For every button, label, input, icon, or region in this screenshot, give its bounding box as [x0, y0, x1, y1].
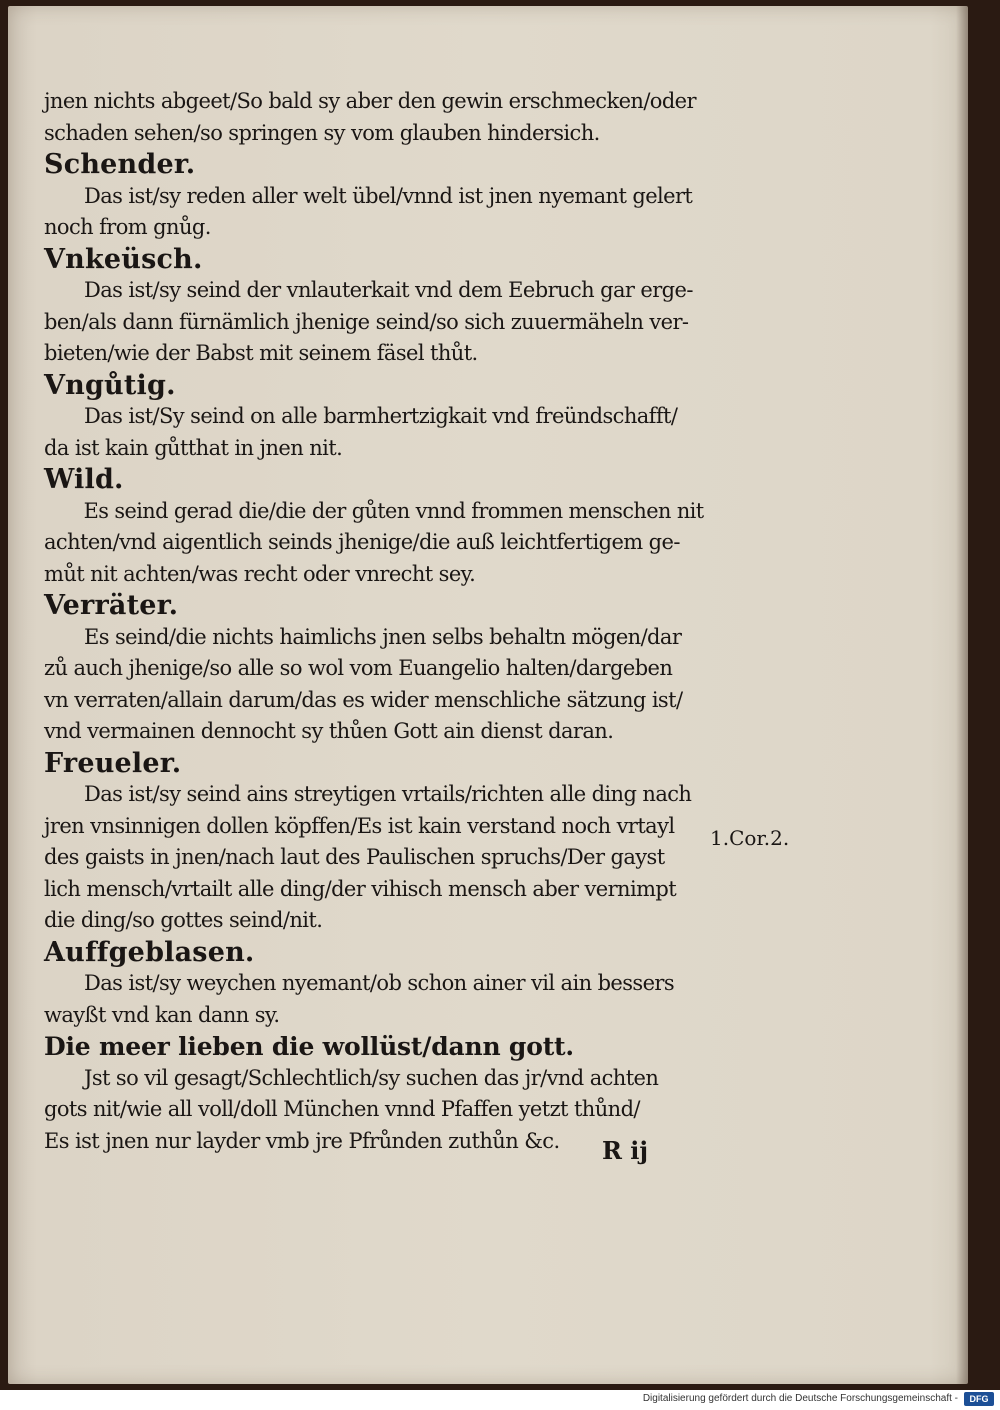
- text-line: bieten/wie der Babst mit seinem fäsel thůt.: [44, 341, 478, 365]
- page-text-block: [44, 86, 704, 1157]
- text-line: vn verraten/allain darum/das es wider menschliche sätzung ist/: [44, 687, 683, 712]
- text-line: des gaists in jnen/nach laut des Paulischen spruchs/Der gayst: [44, 845, 665, 869]
- text-line: Das ist/sy weychen nyemant/ob schon ainer vil ain bessers: [84, 971, 675, 995]
- text-line: vnd vermainen dennocht sy thůen Gott ain dienst daran.: [44, 719, 614, 743]
- text-line: Das ist/sy reden aller welt übel/vnnd ist jnen nyemant gelert: [84, 183, 693, 208]
- text-line: Es ist jnen nur layder vmb jre Pfrůnden zuthůn &c.: [44, 1128, 560, 1153]
- section-heading: Freueler.: [44, 747, 182, 779]
- text-line: jren vnsinnigen dollen köpffen/Es ist kain verstand noch vrtayl: [44, 813, 675, 838]
- dfg-logo-icon: DFG: [964, 1392, 994, 1406]
- page-edge-shadow: [956, 6, 968, 1384]
- text-line: noch from gnůg.: [44, 215, 211, 239]
- text-line: Es seind gerad die/die der gůten vnnd frommen menschen nit: [83, 498, 704, 523]
- text-line: Es seind/die nichts haimlichs jnen selbs behaltn mögen/dar: [84, 624, 682, 649]
- text-line: zů auch jhenige/so alle so wol vom Euangelio halten/dargeben: [44, 656, 673, 680]
- text-line: můt nit achten/was recht oder vnrecht sey.: [44, 561, 476, 586]
- section-heading: Die meer lieben die wollüst/dann gott.: [44, 1032, 574, 1061]
- section-heading: Vngůtig.: [44, 369, 176, 401]
- signature-mark: R ij: [602, 1136, 649, 1165]
- text-line: lich mensch/vrtailt alle ding/der vihisch mensch aber vernimpt: [44, 876, 677, 901]
- section-heading: Verräter.: [44, 590, 179, 621]
- text-line: Das ist/sy seind ains streytigen vrtails/richten alle ding nach: [84, 782, 692, 806]
- text-line: Das ist/Sy seind on alle barmhertzigkait vnd freündschafft/: [84, 404, 678, 428]
- section-heading: Schender.: [44, 149, 196, 180]
- section-heading: Wild.: [44, 464, 124, 495]
- text-line: Jst so vil gesagt/Schlechtlich/sy suchen das jr/vnd achten: [84, 1065, 659, 1090]
- margin-note: 1.Cor.2.: [710, 826, 790, 850]
- text-line: schaden sehen/so springen sy vom glauben hindersich.: [44, 120, 600, 145]
- text-line: achten/vnd aigentlich seinds jhenige/die auß leichtfertigem ge-: [44, 530, 680, 554]
- text-line: ben/als dann fürnämlich jhenige seind/so sich zuuermäheln ver-: [44, 309, 689, 334]
- section-heading: Vnkeüsch.: [44, 243, 203, 275]
- footer-bar: [0, 1390, 1000, 1410]
- section-heading: Auffgeblasen.: [44, 936, 255, 968]
- text-line: gots nit/wie all voll/doll München vnnd Pfaffen yetzt thůnd/: [44, 1097, 640, 1121]
- text-line: Das ist/sy seind der vnlauterkait vnd dem Eebruch gar erge-: [84, 278, 693, 302]
- text-line: jnen nichts abgeet/So bald sy aber den gewin erschmecken/oder: [44, 89, 696, 113]
- funding-credit: Digitalisierung gefördert durch die Deutsche Forschungsgemeinschaft -: [642, 1393, 958, 1404]
- text-line: da ist kain gůtthat in jnen nit.: [44, 435, 343, 460]
- text-line: die ding/so gottes seind/nit.: [44, 908, 323, 932]
- text-line: wayßt vnd kan dann sy.: [44, 1002, 280, 1027]
